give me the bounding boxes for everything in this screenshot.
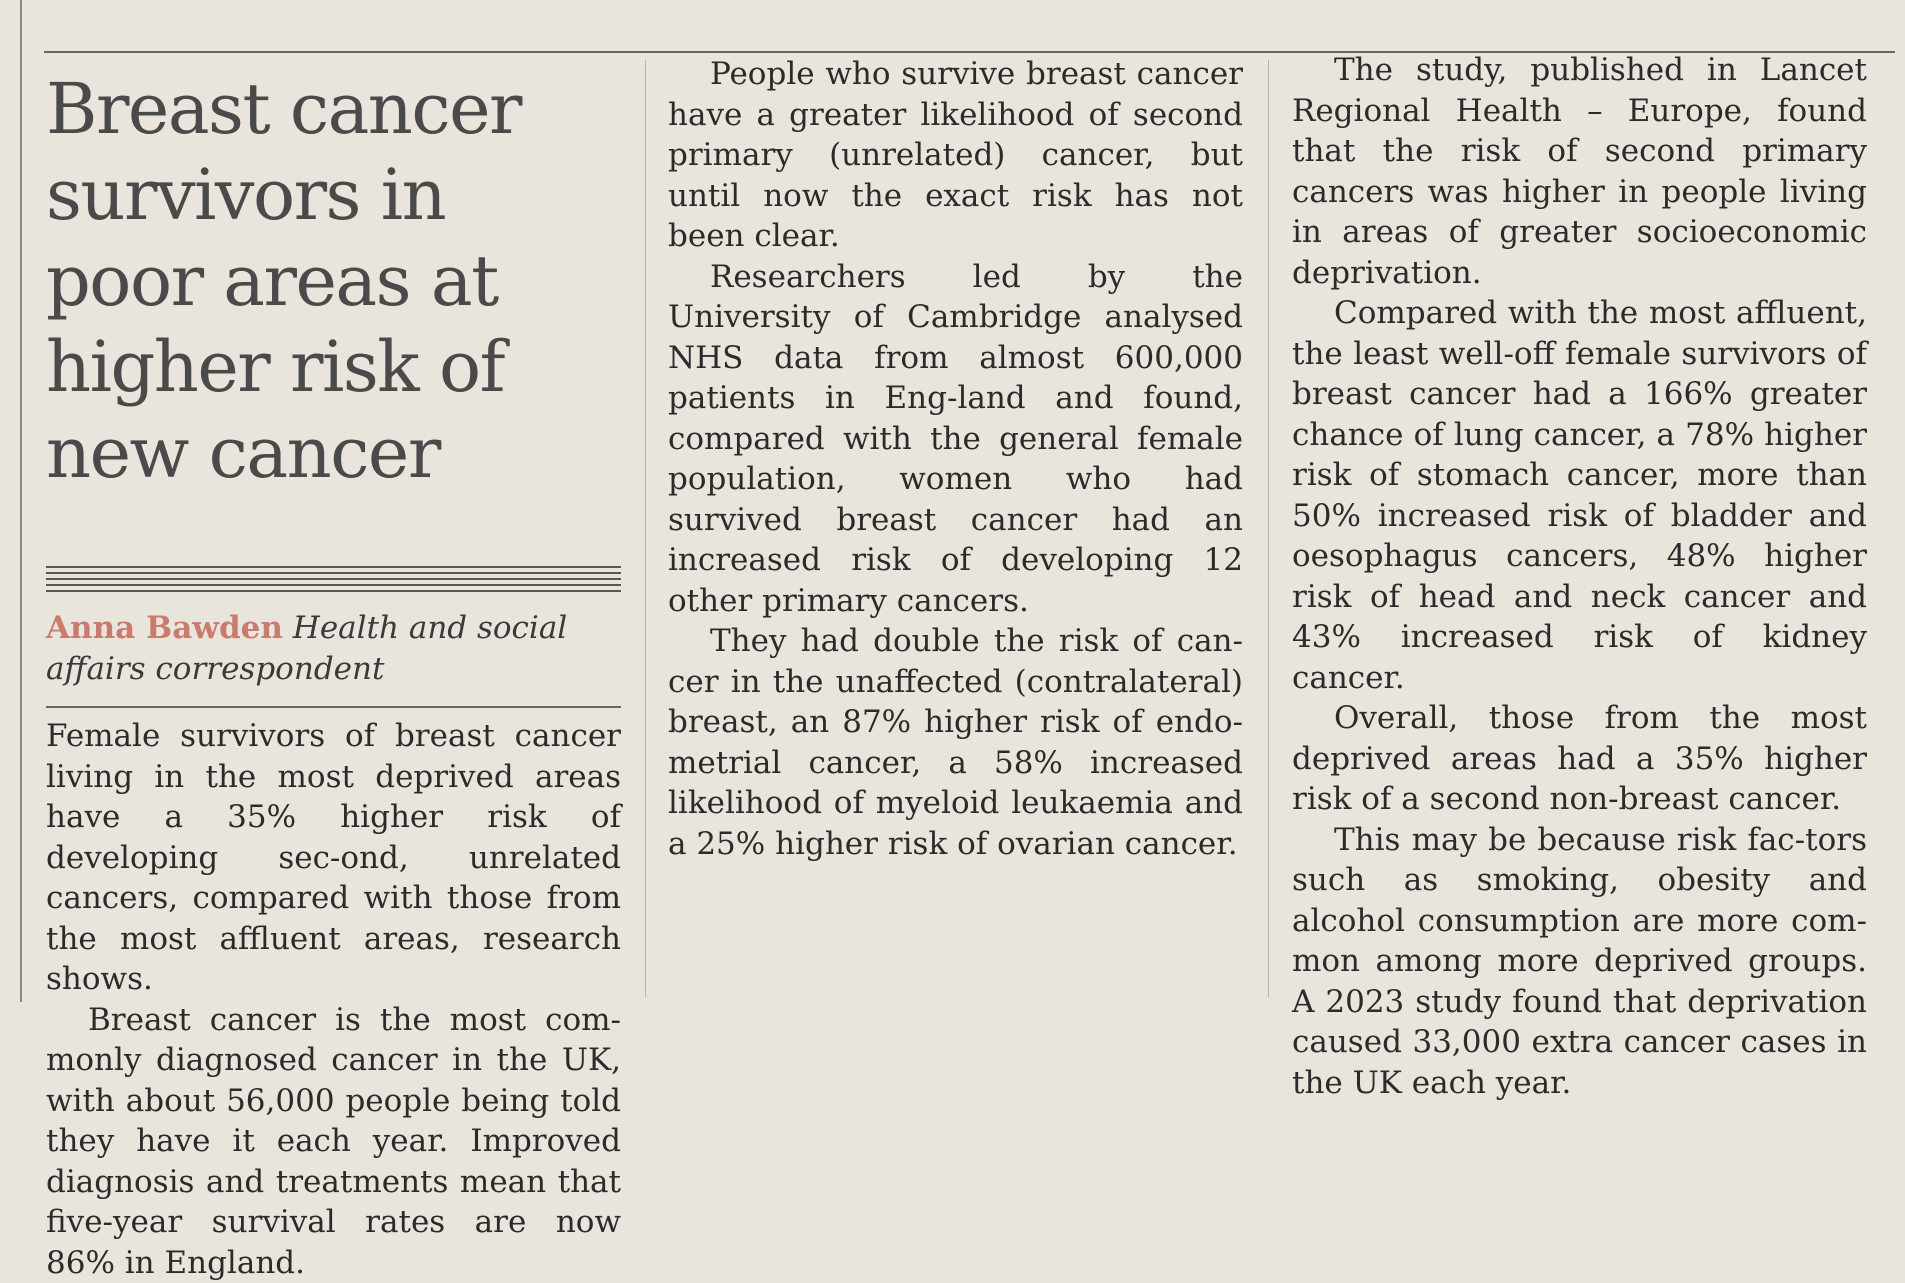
paragraph: They had double the risk of can-cer in the unaffected (contralateral) breast, an 87% higher risk of endo-metrial cancer, a 58% increased likelihood of myeloid leukaemia and a 25% higher risk of ovarian cancer. bbox=[668, 621, 1243, 864]
byline-divider bbox=[46, 706, 621, 708]
column-divider bbox=[1268, 60, 1269, 997]
column-1 bbox=[46, 56, 621, 1283]
paragraph: Breast cancer is the most com-monly diagnosed cancer in the UK, with about 56,000 people being told they have it each year. Improved diagnosis and treatments mean that five-year survival rates are now 86% in England. bbox=[46, 1000, 621, 1283]
byline bbox=[46, 608, 621, 690]
headline: Breast cancer survivors in poor areas at higher risk of new cancer bbox=[46, 66, 621, 496]
column-2 bbox=[668, 54, 1243, 864]
column-divider bbox=[645, 60, 646, 997]
column-3 bbox=[1292, 50, 1867, 1103]
author-name: Anna Bawden bbox=[46, 610, 283, 646]
paragraph: Female survivors of breast cancer living in the most deprived areas have a 35% higher risk of developing sec-ond, unrelated cancers, compared with those from the most affluent areas, research shows. bbox=[46, 716, 621, 1000]
page-edge-rule bbox=[20, 0, 22, 1002]
paragraph: Compared with the most affluent, the least well-off female survivors of breast cancer had a 166% greater chance of lung cancer, a 78% higher risk of stomach cancer, more than 50% increased risk of bladder and oesophagus cancers, 48% higher risk of head and neck cancer and 43% increased risk of kidney cancer. bbox=[1292, 293, 1867, 698]
paragraph: Researchers led by the University of Cambridge analysed NHS data from almost 600,000 patients in Eng-land and found, compared with the general female population, women who had survived breast cancer had an increased risk of developing 12 other primary cancers. bbox=[668, 257, 1243, 622]
paragraph: People who survive breast cancer have a greater likelihood of second primary (unrelated) cancer, but until now the exact risk has not been clear. bbox=[668, 54, 1243, 257]
author-role: Health and social affairs correspondent bbox=[46, 610, 567, 687]
paragraph: This may be because risk fac-tors such as smoking, obesity and alcohol consumption are more com-mon among more deprived groups. A 2023 study found that deprivation caused 33,000 extra cancer cases in the UK each year. bbox=[1292, 820, 1867, 1104]
paragraph: Overall, those from the most deprived areas had a 35% higher risk of a second non-breast cancer. bbox=[1292, 698, 1867, 820]
byline-rules bbox=[46, 566, 621, 592]
paragraph: The study, published in Lancet Regional Health – Europe, found that the risk of second primary cancers was higher in people living in areas of greater socioeconomic deprivation. bbox=[1292, 50, 1867, 293]
